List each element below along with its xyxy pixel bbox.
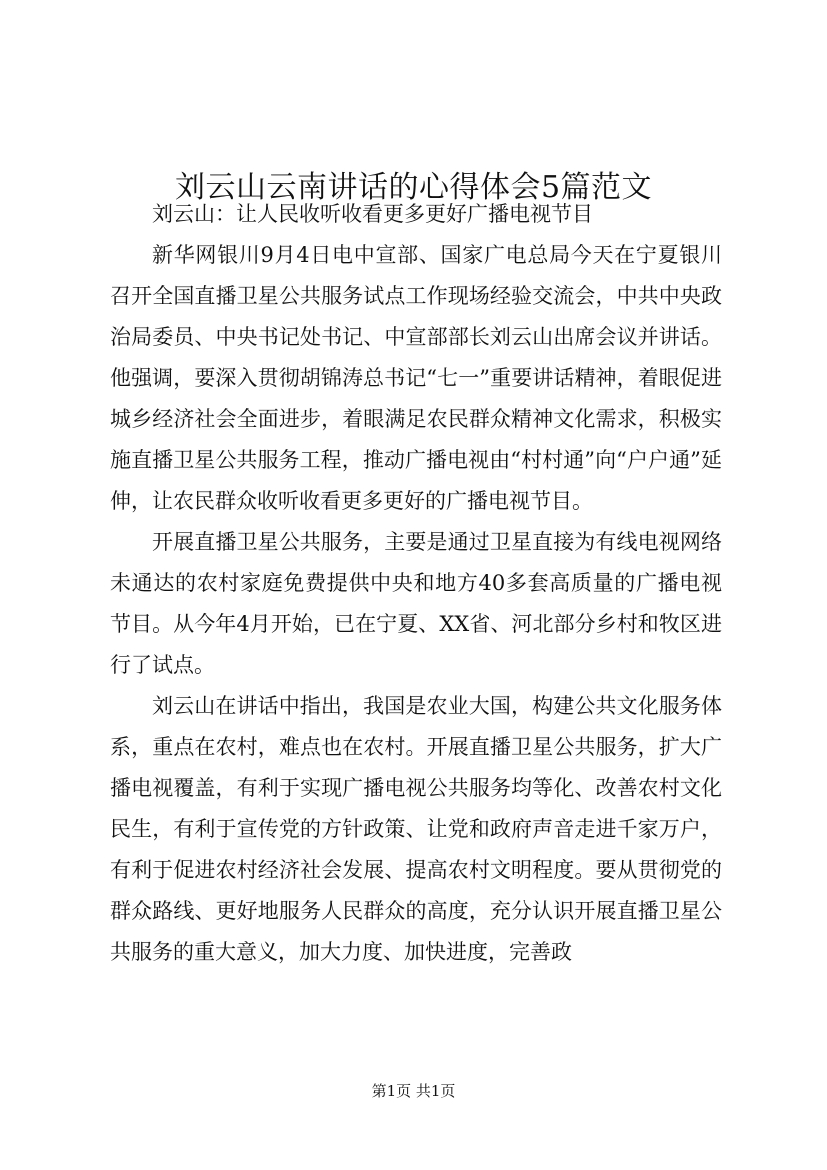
page-footer: 第1页 共1页 (371, 1082, 456, 1100)
document-title: 刘云山云南讲话的心得体会5篇范文 (174, 170, 653, 206)
paragraph-2: 开展直播卫星公共服务，主要是通过卫星直接为有线电视网络未通达的农村家庭免费提供中央和地方40多套高质量的广播电视节目。从今年4月开始，已在宁夏、XX省、河北部分乡村和牧区进行了试点。 (110, 530, 722, 677)
paragraph-1: 新华网银川9月4日电中宣部、国家广电总局今天在宁夏银川召开全国直播卫星公共服务试点工作现场经验交流会，中共中央政治局委员、中央书记处书记、中宣部部长刘云山出席会议并讲话。他强调，要深入贯彻胡锦涛总书记“七一”重要讲话精神，着眼促进城乡经济社会全面进步，着眼满足农民群众精神文化需求，积极实施直播卫星公共服务工程，推动广播电视由“村村通”向“户户通”延伸，让农民群众收听收看更多更好的广播电视节目。 (110, 243, 722, 513)
document-body (110, 194, 722, 973)
paragraph-3: 刘云山在讲话中指出，我国是农业大国，构建公共文化服务体系，重点在农村，难点也在农村。开展直播卫星公共服务，扩大广播电视覆盖，有利于实现广播电视公共服务均等化、改善农村文化民生，有利于宣传党的方针政策、让党和政府声音走进千家万户，有利于促进农村经济社会发展、提高农村文明程度。要从贯彻党的群众路线、更好地服务人民群众的高度，充分认识开展直播卫星公共服务的重大意义，加大力度、加快进度，完善政 (110, 694, 722, 964)
document-subtitle: 刘云山：让人民收听收看更多更好广播电视节目 (152, 202, 593, 226)
